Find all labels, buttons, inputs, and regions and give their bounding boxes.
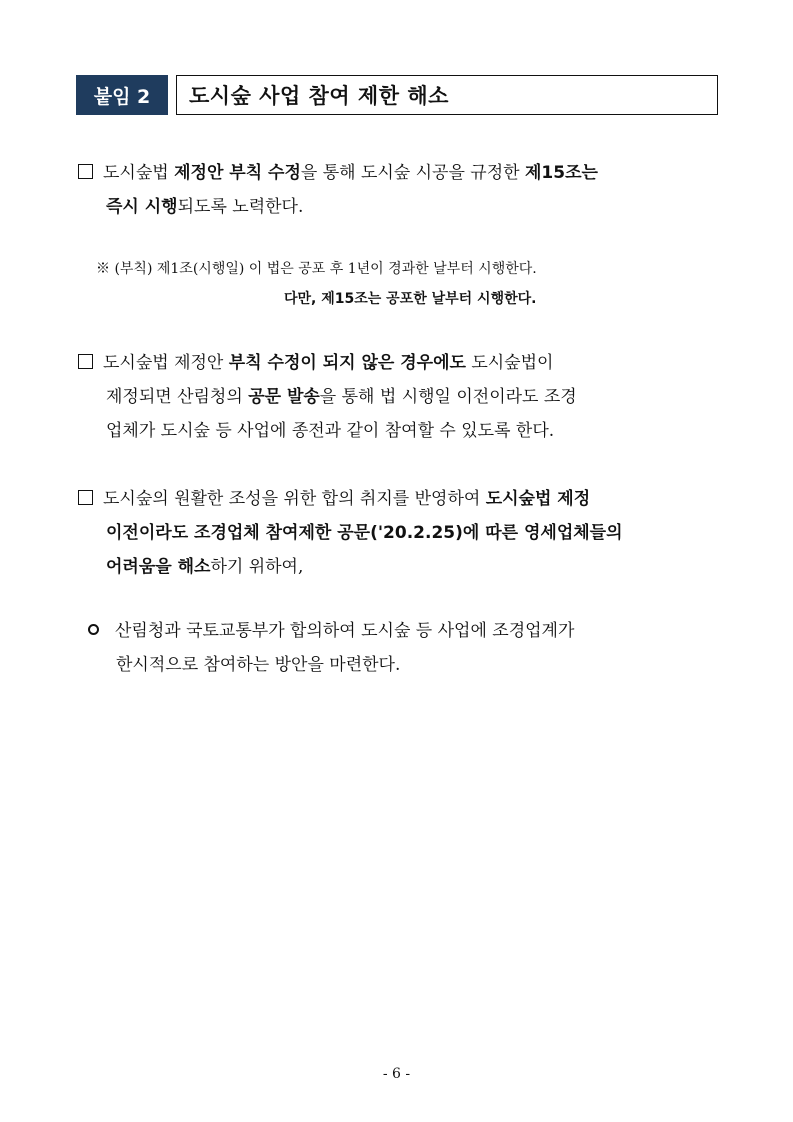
section-header: [76, 75, 718, 115]
checkbox-bullet-icon: [78, 164, 93, 179]
footnote-line-2: 다만, 제15조는 공포한 날부터 시행한다.: [284, 291, 537, 307]
paragraph-4-line-1: 산림청과 국토교통부가 합의하여 도시숲 등 사업에 조경업계가: [88, 614, 718, 648]
footnote: [96, 254, 696, 314]
paragraph-1-line-2: 즉시 시행되도록 노력한다.: [106, 197, 304, 217]
footnote-line-1: ※ (부칙) 제1조(시행일) 이 법은 공포 후 1년이 경과한 날부터 시행한다.: [96, 261, 537, 277]
paragraph-4-line-2: 한시적으로 참여하는 방안을 마련한다.: [116, 655, 401, 675]
paragraph-3-line-3: 어려움을 해소하기 위하여,: [106, 557, 304, 577]
paragraph-3-line-2: 이전이라도 조경업체 참여제한 공문('20.2.25)에 따른 영세업체들의: [106, 523, 623, 543]
checkbox-bullet-icon: [78, 354, 93, 369]
paragraph-3: [78, 482, 718, 584]
paragraph-1-line-1: 도시숲법 제정안 부칙 수정을 통해 도시숲 시공을 규정한 제15조는: [78, 156, 718, 190]
checkbox-bullet-icon: [78, 490, 93, 505]
paragraph-4: [88, 614, 718, 682]
circle-bullet-icon: [88, 624, 99, 635]
paragraph-2-line-2: 제정되면 산림청의 공문 발송을 통해 법 시행일 이전이라도 조경: [106, 387, 577, 407]
paragraph-2-line-1: 도시숲법 제정안 부칙 수정이 되지 않은 경우에도 도시숲법이: [78, 346, 718, 380]
paragraph-2: [78, 346, 718, 448]
paragraph-2-line-3: 업체가 도시숲 등 사업에 종전과 같이 참여할 수 있도록 한다.: [106, 421, 555, 441]
page-number: - 6 -: [382, 1066, 411, 1082]
attachment-tag: 붙임 2: [76, 75, 168, 115]
section-title: 도시숲 사업 참여 제한 해소: [176, 75, 718, 115]
paragraph-3-line-1: 도시숲의 원활한 조성을 위한 합의 취지를 반영하여 도시숲법 제정: [78, 482, 718, 516]
paragraph-1: [78, 156, 718, 224]
